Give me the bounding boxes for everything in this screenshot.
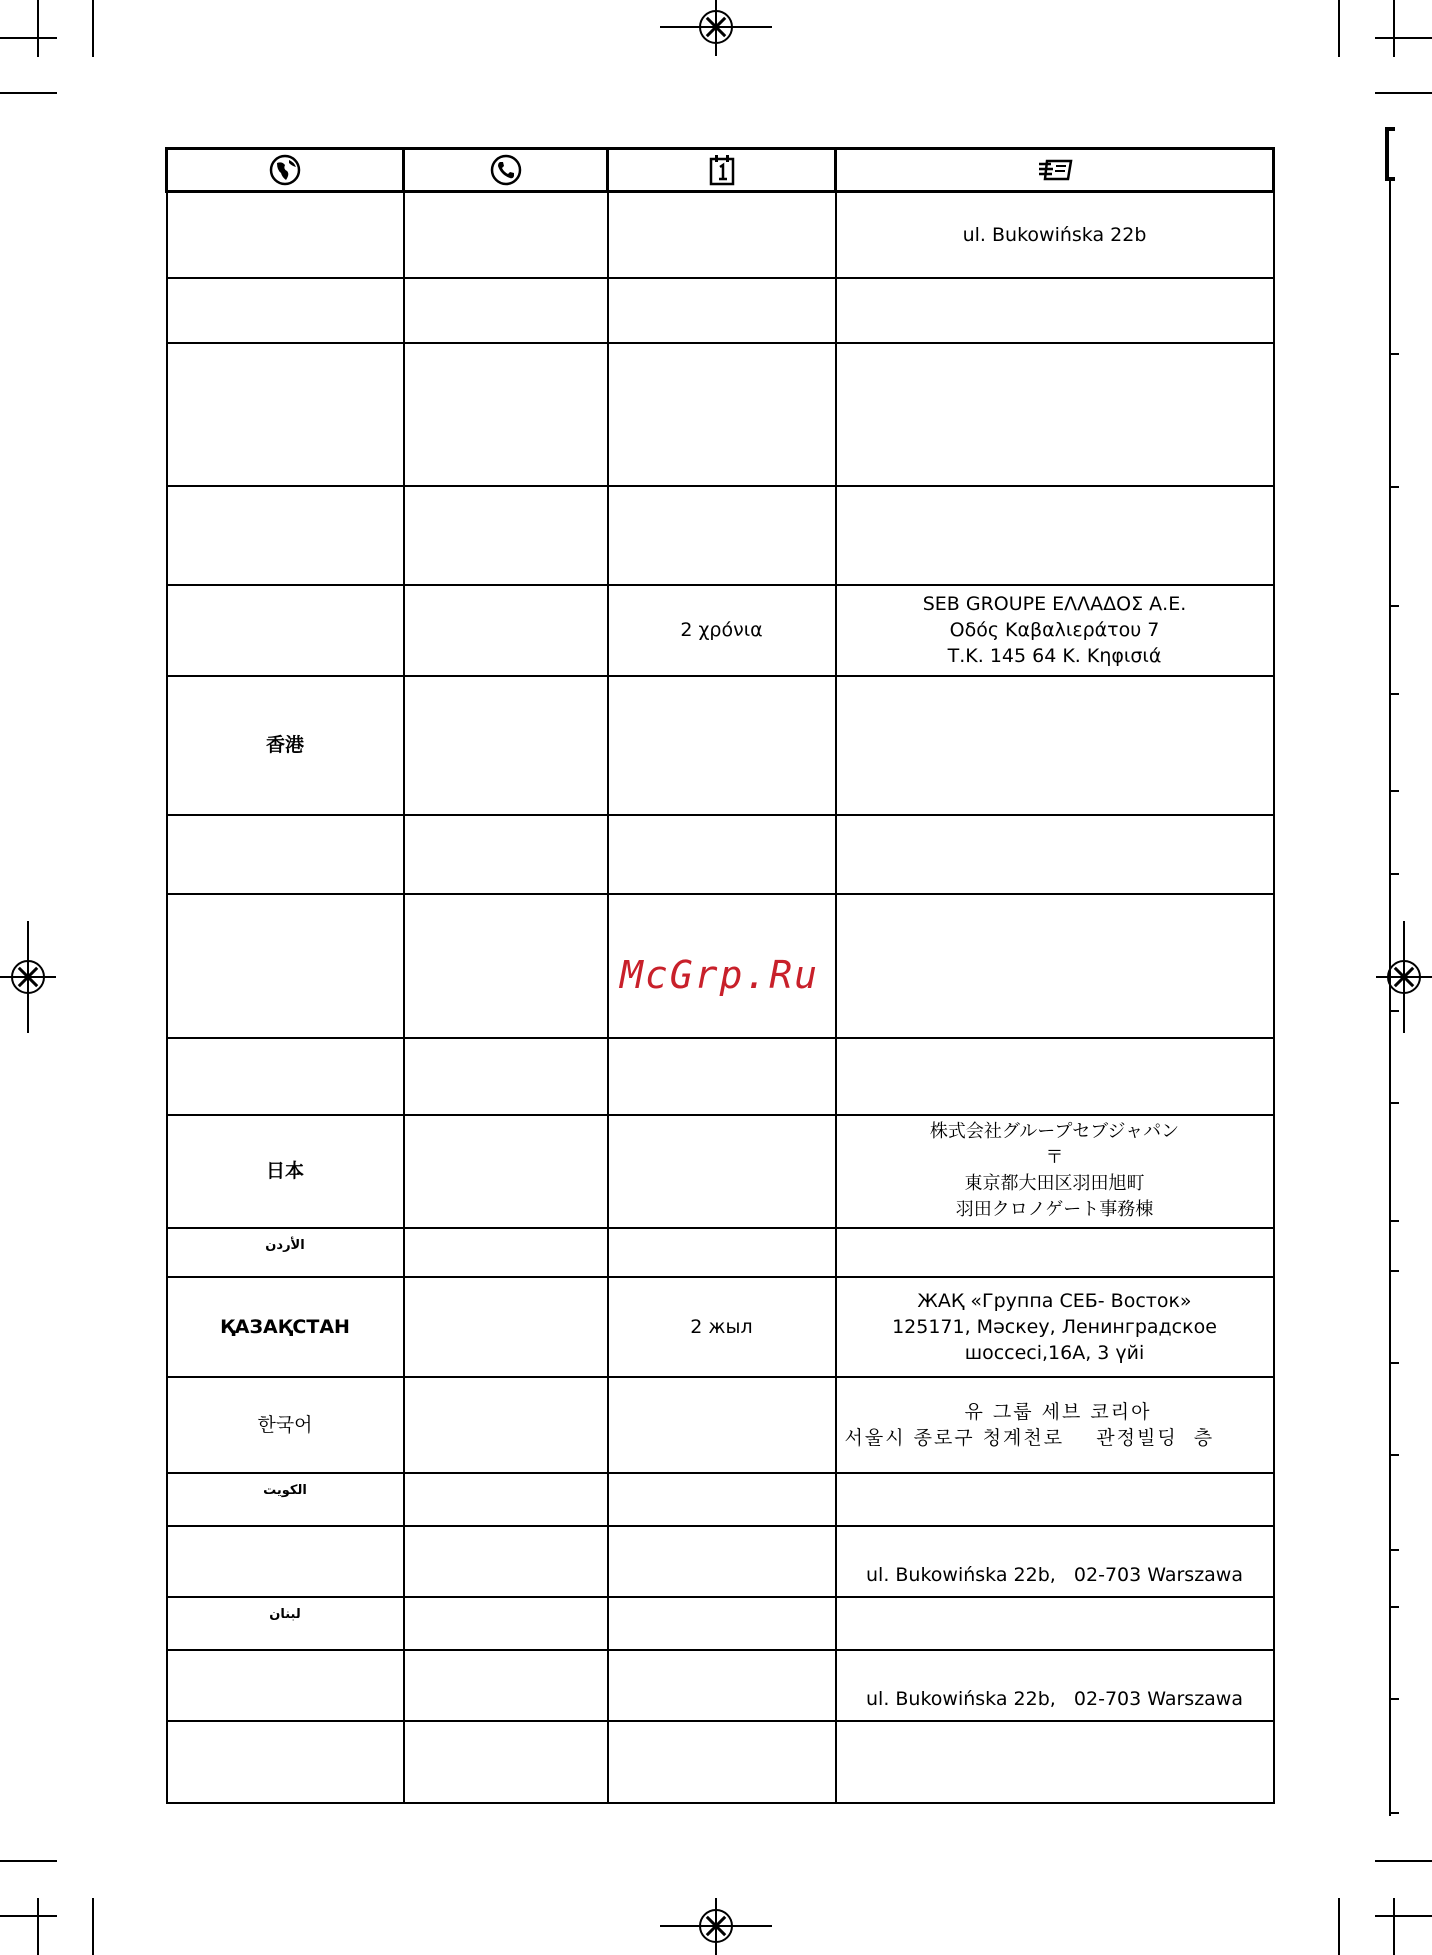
address-line: шоссесі,16А, 3 үйі: [964, 1341, 1145, 1364]
table-row: [167, 278, 1274, 343]
table-row: [167, 1377, 1274, 1473]
table-row: [167, 1228, 1274, 1277]
warranty-cell: [608, 486, 836, 585]
warranty-cell: [608, 1377, 836, 1473]
edge-rule: [1389, 181, 1391, 1816]
phone-cell: [404, 815, 608, 894]
warranty-cell: [608, 1650, 836, 1721]
phone-cell: [404, 1228, 608, 1277]
table-row: [167, 585, 1274, 676]
table-row: [167, 1721, 1274, 1803]
address-cell: [836, 1597, 1274, 1650]
address-cell: [836, 1228, 1274, 1277]
address-cell: [836, 1277, 1274, 1377]
phone-cell: [404, 1526, 608, 1597]
warranty-cell: [608, 1473, 836, 1526]
address-line: 羽田クロノゲート事務棟: [955, 1199, 1154, 1220]
address-line: ul. Bukowińska 22b, 02-703 Warszawa: [866, 1563, 1243, 1586]
country-cell: [167, 894, 404, 1038]
address-cell: [836, 676, 1274, 815]
crop-mark: [37, 0, 39, 57]
edge-tick: [1389, 693, 1399, 695]
phone-cell: [404, 1597, 608, 1650]
crop-mark: [1393, 0, 1395, 57]
crop-mark: [0, 37, 57, 39]
phone-cell: [404, 1377, 608, 1473]
edge-tick: [1389, 1549, 1399, 1551]
country-cell: 香港: [167, 676, 404, 815]
crop-mark: [1375, 92, 1432, 94]
warranty-cell: [608, 1526, 836, 1597]
address-line: 東京都大田区羽田旭町: [964, 1173, 1145, 1194]
address-cell: [836, 815, 1274, 894]
address-line: 125171, Мәскеу, Ленинградское: [892, 1315, 1217, 1338]
address-cell: [836, 1473, 1274, 1526]
edge-tick: [1389, 1220, 1399, 1222]
country-cell: 한국어: [167, 1377, 404, 1473]
country-cell: الأردن: [167, 1228, 404, 1277]
edge-tick: [1389, 790, 1399, 792]
column-header-country: [167, 149, 404, 192]
country-cell: ҚАЗАҚСТАН: [167, 1277, 404, 1377]
phone-cell: [404, 192, 608, 278]
address-cell: [836, 585, 1274, 676]
crop-mark: [1338, 1898, 1340, 1955]
crop-mark: [37, 1898, 39, 1955]
country-cell: الكويت: [167, 1473, 404, 1526]
crop-mark: [0, 1915, 57, 1917]
phone-cell: [404, 486, 608, 585]
table-row: [167, 343, 1274, 486]
phone-cell: [404, 1277, 608, 1377]
phone-cell: [404, 278, 608, 343]
address-cell: [836, 1721, 1274, 1803]
calendar-icon: [707, 153, 737, 187]
country-cell: [167, 343, 404, 486]
country-cell: 日本: [167, 1115, 404, 1228]
globe-icon: [268, 153, 302, 187]
edge-tick: [1389, 1454, 1399, 1456]
crop-mark: [1393, 1898, 1395, 1955]
crop-mark: [1375, 1860, 1432, 1862]
country-cell: [167, 278, 404, 343]
address-line: ul. Bukowińska 22b, 02-703 Warszawa: [866, 1687, 1243, 1710]
crop-mark: [1375, 1915, 1432, 1917]
country-cell: [167, 585, 404, 676]
address-line: 〒: [1045, 1147, 1064, 1168]
country-cell: [167, 192, 404, 278]
table-row: [167, 486, 1274, 585]
phone-cell: [404, 894, 608, 1038]
registration-mark-icon: [699, 10, 733, 44]
address-line: Οδός Καβαλιεράτου 7: [949, 619, 1160, 641]
country-cell: [167, 1038, 404, 1115]
edge-tick: [1389, 1698, 1399, 1700]
phone-cell: [404, 1473, 608, 1526]
address-line: 서울시 종로구 청계천로 관정빌딩 층: [844, 1426, 1215, 1449]
registration-mark-icon: [11, 960, 45, 994]
edge-tick: [1389, 1812, 1399, 1814]
address-line: Τ.Κ. 145 64 Κ. Κηφισιά: [947, 645, 1162, 667]
table-row: [167, 192, 1274, 278]
phone-cell: [404, 1115, 608, 1228]
table-row: [167, 1473, 1274, 1526]
phone-cell: [404, 1650, 608, 1721]
crop-mark: [92, 1898, 94, 1955]
column-header-phone: [404, 149, 608, 192]
table-header-row: [167, 149, 1274, 192]
address-line: ЖАҚ «Группа СЕБ- Восток»: [917, 1289, 1192, 1312]
address-cell: [836, 1377, 1274, 1473]
warranty-cell: [608, 1115, 836, 1228]
edge-tick: [1389, 1362, 1399, 1364]
edge-tick: [1389, 873, 1399, 875]
address-icon: [1037, 155, 1073, 185]
table-row: [167, 1115, 1274, 1228]
address-cell: [836, 1526, 1274, 1597]
edge-tick: [1389, 353, 1399, 355]
table-row: [167, 1597, 1274, 1650]
edge-tick: [1389, 1102, 1399, 1104]
address-cell: [836, 1038, 1274, 1115]
crop-mark: [1375, 37, 1432, 39]
registration-mark-icon: [1387, 960, 1421, 994]
address-line: ul. Bukowińska 22b: [962, 223, 1147, 246]
phone-cell: [404, 1038, 608, 1115]
phone-cell: [404, 343, 608, 486]
table-row: [167, 1038, 1274, 1115]
edge-tick: [1389, 1606, 1399, 1608]
phone-cell: [404, 676, 608, 815]
table-row: [167, 1277, 1274, 1377]
country-cell: [167, 815, 404, 894]
country-cell: [167, 1650, 404, 1721]
warranty-cell: [608, 343, 836, 486]
table-row: [167, 815, 1274, 894]
warranty-cell: [608, 1721, 836, 1803]
column-header-warranty: [608, 149, 836, 192]
watermark: McGrp.Ru: [620, 953, 820, 997]
country-cell: [167, 486, 404, 585]
crop-mark: [0, 92, 57, 94]
address-line: 株式会社グループセブジャパン: [929, 1121, 1180, 1142]
address-cell: [836, 192, 1274, 278]
address-cell: [836, 1650, 1274, 1721]
edge-tick: [1389, 1010, 1399, 1012]
warranty-cell: [608, 676, 836, 815]
warranty-cell: 2 χρόνια: [608, 585, 836, 676]
warranty-cell: [608, 278, 836, 343]
phone-cell: [404, 585, 608, 676]
table-row: [167, 1526, 1274, 1597]
country-cell: لبنان: [167, 1597, 404, 1650]
edge-tick: [1389, 1270, 1399, 1272]
edge-tick: [1389, 605, 1399, 607]
address-cell: [836, 1115, 1274, 1228]
crop-mark: [0, 1860, 57, 1862]
edge-bracket: [1385, 127, 1395, 181]
address-cell: [836, 894, 1274, 1038]
crop-mark: [92, 0, 94, 57]
warranty-cell: [608, 815, 836, 894]
warranty-cell: [608, 1597, 836, 1650]
address-line: 유 그룹 세브 코리아: [964, 1400, 1152, 1423]
registration-mark-icon: [699, 1909, 733, 1943]
address-cell: [836, 278, 1274, 343]
country-cell: [167, 1526, 404, 1597]
phone-icon: [489, 153, 523, 187]
address-line: SEB GROUPE ΕΛΛΑΔΟΣ Α.Ε.: [922, 593, 1187, 615]
phone-cell: [404, 1721, 608, 1803]
warranty-cell: [608, 192, 836, 278]
edge-tick: [1389, 486, 1399, 488]
country-cell: [167, 1721, 404, 1803]
address-cell: [836, 486, 1274, 585]
warranty-cell: [608, 1038, 836, 1115]
table-row: [167, 1650, 1274, 1721]
crop-mark: [1338, 0, 1340, 57]
address-cell: [836, 343, 1274, 486]
warranty-cell: [608, 1228, 836, 1277]
warranty-cell: 2 жыл: [608, 1277, 836, 1377]
table-row: [167, 676, 1274, 815]
column-header-address: [836, 149, 1274, 192]
